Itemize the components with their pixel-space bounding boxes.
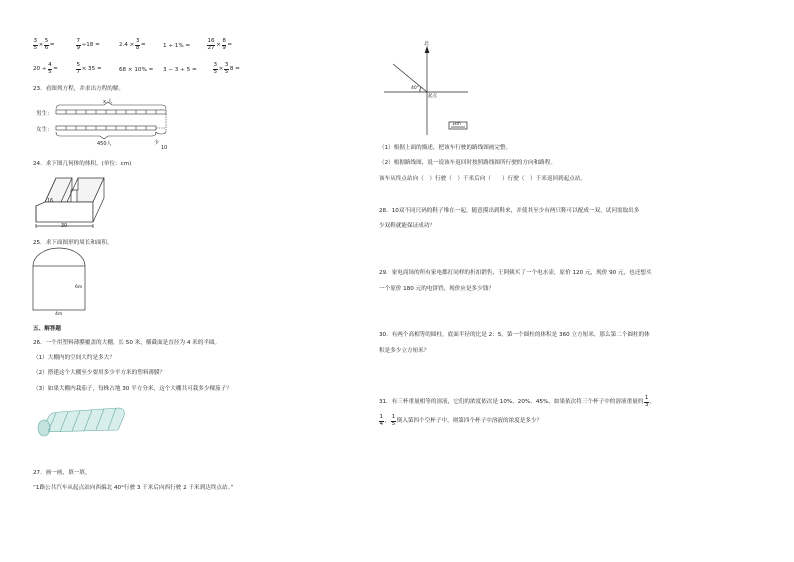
less-label: 少 [154,140,160,146]
section-title: 五、解答题 [33,326,61,332]
q26-sub1: （1）大棚内的空间大约是多大？ [33,355,115,361]
north-label: 北 [424,41,430,47]
fraction: $\frac{16}{27}$ [207,38,215,51]
q28-line1: 28．10双不同尺码的鞋子堆在一起，随意摸出到鞋来，并使其至少有两只鞋可以配成一双，试问需取出多 [379,208,640,214]
fraction: $\frac{5}{7}$ [76,62,81,75]
calc-item-9: 3 − 3 ÷ 5 = [163,67,197,73]
q23-title: 23．看图列方程，并求出方程的解。 [33,86,125,92]
label-male: 男生： [36,111,53,117]
fraction: $\frac{3}{8}$ [135,38,140,51]
q26-sub3: （3）如果大棚内栽茄子，每株占地 30 平方分米，这个大棚共可栽多少棵茄子？ [33,386,232,392]
less-value: 10 [161,145,168,151]
calc-item-1: $\frac{3}{5}$ × $\frac{5}{6}$ = [33,38,55,51]
fraction: $\frac{8}{9}$ [222,38,226,51]
fraction: $\frac{1}{4}$ [379,414,384,427]
q24-title: 24．求下图几何体的体积。(单位：cm) [33,161,132,167]
fraction: $\frac{4}{5}$ [48,62,52,75]
q28-line2: 少双鞋就能保证成功？ [379,223,435,229]
total-label: 450人 [97,141,112,147]
fraction: $\frac{1}{5}$ [391,414,396,427]
fraction: $\frac{1}{3}$ [644,395,649,408]
calc-item-7: $\frac{5}{7}$ × 35 = [76,62,102,75]
x-label: x 人 [103,99,113,105]
calc-item-3: 2.4 × $\frac{3}{8}$ = [119,38,146,51]
q27-sub1: （1）根据上面的描述，把该车行驶的路线图画完整。 [379,145,512,151]
fraction: $\frac{3}{5}$ [33,38,38,51]
q26-sub2: （2）搭建这个大棚至少要用多少平方米的塑料薄膜？ [33,370,166,376]
fraction: $\frac{7}{9}$ [76,38,81,51]
width-label: 4m [55,312,63,317]
fraction: $\frac{3}{5}$ [224,62,229,75]
dim-16: 16 [47,199,54,204]
angle-label: 40° [411,86,419,91]
calc-item-6: 20 ÷ $\frac{4}{5}$ = [33,62,58,75]
label-female: 女生： [36,127,53,133]
dim-30: 30 [61,224,68,229]
scale-label: 1km [452,121,461,126]
height-label: 6m [75,285,83,290]
q31-line1: 31．有三杯重量相等的溶液，它们的浓度依次是 10%、20%、45%，如果依次将三个杯子中的溶液重量的 $\frac{1}{3}$ ， [379,395,656,408]
q29-line1: 29．家电商场的所有家电都打同样的折扣销售，王阿姨买了一个电水壶，原价 120 元，现价 90 元，也还想买 [379,270,652,276]
calc-item-2: $\frac{7}{9}$ ÷18 = [76,38,100,51]
calc-item-10: $\frac{3}{5}$ × $\frac{3}{5}$ 8 = [213,62,240,75]
q29-line2: 一个原价 180 元的电饼铛，现价应是多少钱？ [379,286,494,292]
q31-line2: $\frac{1}{4}$ ， $\frac{1}{5}$ 倒入第四个空杯子中，则第四个杯子中溶液的浓度是多少？ [379,414,543,427]
calc-item-8: 68 × 10% = [119,67,154,73]
start-label: 起点 [428,94,437,99]
fraction: $\frac{5}{6}$ [44,38,49,51]
q25-title: 25．求下面图形的周长和面积。 [33,240,113,246]
q30-line2: 积是多少立方厘米？ [379,348,430,354]
fraction: $\frac{3}{5}$ [213,62,218,75]
calc-item-5: $\frac{16}{27}$ × $\frac{8}{9}$ = [207,38,233,51]
calc-item-4: 1 ÷ 1% = [163,43,191,49]
q27-sub2: （2）根据路线图，说一说该车返回时按照路线图所行驶的方向和路程。 [379,160,556,166]
q30-line1: 30．有两个高相等的圆柱，底面半径的比是 2：5，第一个圆柱的体积是 360 立方厘米，那么第二个圆柱的体 [379,332,650,338]
q27-fill: 该车从终点站向（ ）行驶（ ）千米后向（ ）行驶（ ）千米返回到起点站。 [379,176,586,182]
q26-title: 26．一个用塑料薄膜覆盖的大棚，长 50 米，横截面是直径为 4 米的半圆。 [33,340,221,346]
q27-title: 27．画一画，填一填。 [33,470,91,476]
q27-quote: “1路公共汽车从起点站向西偏北 40°行驶 3 千米后向西行驶 2 千米到达终点站。” [33,485,234,491]
